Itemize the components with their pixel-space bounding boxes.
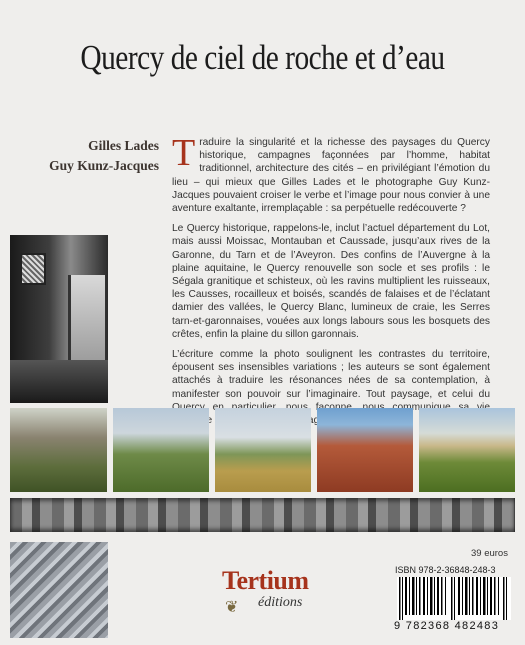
barcode-icon (397, 577, 511, 620)
photo-window-interior (10, 235, 108, 403)
photo-carved-frieze (10, 498, 515, 532)
paragraph-3: L’écriture comme la photo soulignent les contrastes du territoire, épousent ses insensibles variations ; les auteurs se sont également attachés à traduire les résonances nées de sa contemplation, à manifester son pouvoir sur l’imaginaire. Tout paysage, et celui du (172, 349, 490, 400)
photo-brick-facade (317, 408, 413, 492)
window-shape (20, 253, 46, 285)
intro-text: raduire la singularité et la richesse des paysages du Quercy historique, campagnes façonnées par l’homme, habitat traditionnel, architecture des cités – en privilégiant l’émotion du lieu – qui mieux que Gilles Lades et le photographe Guy Kunz-Jacques pouvaient croiser le verbe et l’image pour nous convier à une aventure exaltante, irremplaçable : sa perpétuelle redécouverte ? (172, 137, 490, 215)
drop-cap: T (172, 132, 196, 174)
publisher-logo-name: Tertium (222, 566, 309, 595)
photo-vineyard (113, 408, 209, 492)
author-2: Guy Kunz-Jacques (49, 158, 159, 173)
photo-cliff-path (10, 408, 107, 492)
photo-valley-village (419, 408, 515, 492)
publisher-logo-sub: éditions (258, 595, 303, 610)
isbn-text: ISBN 978-2-36848-248-3 (395, 565, 496, 575)
intro-paragraph (172, 132, 490, 215)
floor-shape (10, 360, 108, 403)
door-shape (68, 275, 105, 365)
book-title: Quercy de ciel de roche et d’eau (80, 38, 445, 77)
price: 39 euros (471, 548, 508, 559)
description-text (172, 132, 490, 434)
author-1: Gilles Lades (88, 138, 159, 153)
barcode-number: 9 782368 482483 (394, 620, 500, 632)
photo-field (215, 408, 311, 492)
authors (49, 136, 159, 176)
leaf-icon: ❦ (225, 599, 239, 616)
photo-stone-texture (10, 542, 108, 638)
paragraph-2: Le Quercy historique, rappelons-le, inclut l’actuel département du Lot, mais aussi Moissac, Montauban et Caussade, jusqu’aux rives de la Garonne, du Tarn et de l’Aveyron. Des confins de l’Auvergne à la plaine aquitaine, le Quercy renouvelle son socle et ses profils : le Ségala granitique et schisteux, où les ravins multiplient les ruisseaux, les Causses, rocailleux et boisés, scandés de falaises et de l’éclatant damier des vallées, le Quercy Blanc, lumineux de craie, les Serres tarn-et-garonnaises, vouées aux longs labours sous les bosquets des crêtes, enfin la plaine du sillon garonnais. (172, 223, 490, 340)
